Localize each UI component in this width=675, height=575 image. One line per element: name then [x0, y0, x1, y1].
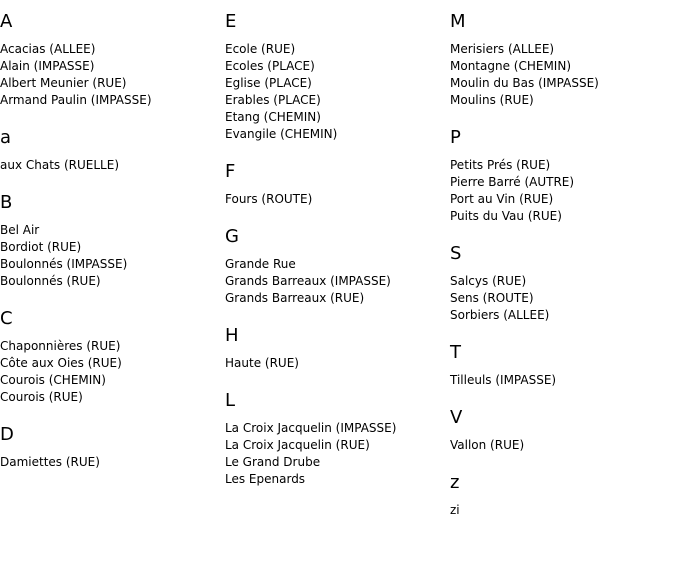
- street-item: Chaponnières (RUE): [0, 339, 121, 353]
- street-item: Pierre Barré (AUTRE): [450, 175, 575, 189]
- street-item: Moulins (RUE): [450, 93, 534, 107]
- street-item: Boulonnés (IMPASSE): [0, 257, 128, 271]
- street-list: [450, 493, 675, 526]
- letter-heading: H: [225, 325, 239, 346]
- letter-heading: B: [0, 192, 13, 213]
- street-item: Ecoles (PLACE): [225, 59, 315, 73]
- letter-heading: z: [450, 472, 460, 493]
- street-item: Salcys (RUE): [450, 274, 527, 288]
- street-item: Côte aux Oies (RUE): [0, 356, 122, 370]
- letter-group: [0, 116, 225, 181]
- street-list: [225, 32, 450, 150]
- street-item: Albert Meunier (RUE): [0, 76, 127, 90]
- letter-group: [450, 331, 675, 396]
- letter-group: [225, 150, 450, 215]
- letter-heading: D: [0, 424, 14, 445]
- letter-group: [225, 314, 450, 379]
- street-item: Petits Prés (RUE): [450, 158, 551, 172]
- street-item: Le Grand Drube: [225, 455, 321, 469]
- street-list: [225, 411, 450, 495]
- street-list: [450, 148, 675, 232]
- letter-heading: T: [450, 342, 461, 363]
- street-item: Montagne (CHEMIN): [450, 59, 571, 73]
- letter-heading: S: [450, 243, 462, 264]
- letter-heading: C: [0, 308, 13, 329]
- street-item: Moulin du Bas (IMPASSE): [450, 76, 599, 90]
- letter-group: [450, 0, 675, 116]
- letter-heading: L: [225, 390, 236, 411]
- letter-heading: G: [225, 226, 239, 247]
- street-index-column-2: [225, 0, 450, 495]
- street-item: Evangile (CHEMIN): [225, 127, 338, 141]
- letter-group: [225, 215, 450, 314]
- letter-group: [0, 181, 225, 297]
- street-item: Grands Barreaux (IMPASSE): [225, 274, 391, 288]
- street-item: Boulonnés (RUE): [0, 274, 101, 288]
- street-list: [450, 32, 675, 116]
- street-item: Les Epenards: [225, 472, 306, 486]
- street-item: zi: [450, 503, 460, 517]
- street-item: Ecole (RUE): [225, 42, 296, 56]
- letter-group: [450, 461, 675, 526]
- street-item: Sens (ROUTE): [450, 291, 534, 305]
- letter-group: [450, 116, 675, 232]
- street-list: [0, 32, 225, 116]
- street-item: Courois (RUE): [0, 390, 83, 404]
- street-item: Puits du Vau (RUE): [450, 209, 562, 223]
- letter-heading: M: [450, 11, 466, 32]
- letter-group: [0, 297, 225, 413]
- street-item: Merisiers (ALLEE): [450, 42, 555, 56]
- street-item: Damiettes (RUE): [0, 455, 100, 469]
- street-index-column-1: [0, 0, 225, 478]
- street-item: La Croix Jacquelin (RUE): [225, 438, 370, 452]
- street-item: Grands Barreaux (RUE): [225, 291, 365, 305]
- letter-heading: A: [0, 11, 13, 32]
- street-list: [450, 264, 675, 331]
- street-list: [225, 247, 450, 314]
- letter-group: [450, 232, 675, 331]
- letter-heading: F: [225, 161, 236, 182]
- letter-group: [225, 379, 450, 495]
- street-item: Acacias (ALLEE): [0, 42, 96, 56]
- letter-heading: E: [225, 11, 237, 32]
- street-list: [0, 329, 225, 413]
- letter-group: [450, 396, 675, 461]
- street-item: Alain (IMPASSE): [0, 59, 95, 73]
- street-item: Tilleuls (IMPASSE): [450, 373, 557, 387]
- street-item: Erables (PLACE): [225, 93, 321, 107]
- street-list: [0, 148, 225, 181]
- street-item: Haute (RUE): [225, 356, 299, 370]
- street-list: [450, 428, 675, 461]
- letter-heading: a: [0, 127, 12, 148]
- street-item: Bordiot (RUE): [0, 240, 82, 254]
- letter-group: [225, 0, 450, 150]
- street-item: Eglise (PLACE): [225, 76, 312, 90]
- street-list: [450, 363, 675, 396]
- letter-heading: V: [450, 407, 463, 428]
- street-item: Vallon (RUE): [450, 438, 525, 452]
- street-item: Port au Vin (RUE): [450, 192, 554, 206]
- street-item: La Croix Jacquelin (IMPASSE): [225, 421, 397, 435]
- street-list: [225, 346, 450, 379]
- letter-group: [0, 413, 225, 478]
- street-list: [225, 182, 450, 215]
- street-item: Courois (CHEMIN): [0, 373, 106, 387]
- street-index-column-3: [450, 0, 675, 526]
- street-item: Armand Paulin (IMPASSE): [0, 93, 152, 107]
- street-item: Sorbiers (ALLEE): [450, 308, 550, 322]
- street-item: aux Chats (RUELLE): [0, 158, 120, 172]
- street-list: [0, 445, 225, 478]
- street-item: Etang (CHEMIN): [225, 110, 321, 124]
- letter-heading: P: [450, 127, 461, 148]
- street-item: Bel Air: [0, 223, 40, 237]
- street-item: Fours (ROUTE): [225, 192, 313, 206]
- street-list: [0, 213, 225, 297]
- street-item: Grande Rue: [225, 257, 296, 271]
- letter-group: [0, 0, 225, 116]
